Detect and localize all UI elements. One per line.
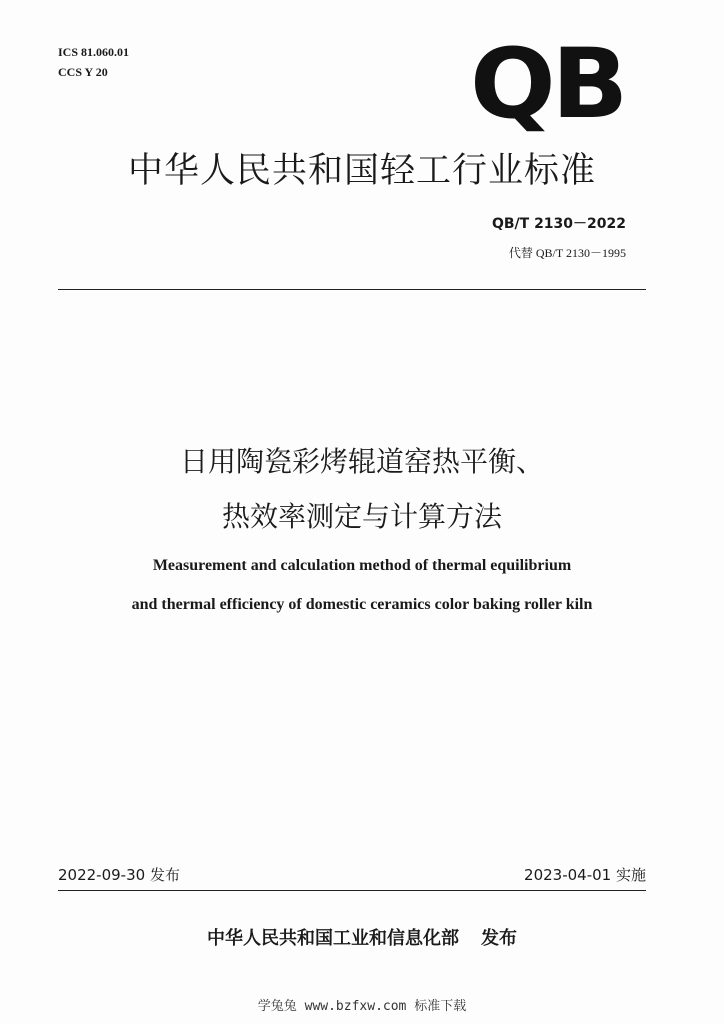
english-title-line-1: Measurement and calculation method of thermal equilibrium bbox=[152, 557, 572, 574]
chinese-title-line-2: 热效率测定与计算方法 bbox=[221, 500, 502, 533]
ics-code: ICS 81.060.01 bbox=[58, 45, 130, 59]
industry-standard-title: 中华人民共和国轻工行业标准 bbox=[127, 151, 596, 191]
replaces-standard: 代替 QB/T 2130－1995 bbox=[508, 246, 626, 260]
chinese-title-line-1: 日用陶瓷彩烤辊道窑热平衡、 bbox=[179, 445, 544, 478]
issuer-name: 中华人民共和国工业和信息化部 bbox=[207, 928, 459, 949]
issue-date: 2022-09-30 发布 bbox=[58, 866, 180, 884]
ccs-code: CCS Y 20 bbox=[58, 65, 108, 79]
qb-logo: QB bbox=[470, 28, 625, 140]
issuing-authority bbox=[40, 924, 684, 950]
implementation-date: 2023-04-01 实施 bbox=[524, 866, 646, 884]
bottom-divider bbox=[58, 890, 646, 891]
standard-number: QB/T 2130－2022 bbox=[491, 216, 626, 232]
classification-codes bbox=[58, 42, 129, 82]
top-divider bbox=[58, 289, 646, 290]
issuer-action: 发布 bbox=[481, 928, 517, 949]
download-watermark: 学兔兔 www.bzfxw.com 标准下载 bbox=[257, 999, 467, 1014]
english-title-line-2: and thermal efficiency of domestic ceramics color baking roller kiln bbox=[131, 596, 593, 613]
